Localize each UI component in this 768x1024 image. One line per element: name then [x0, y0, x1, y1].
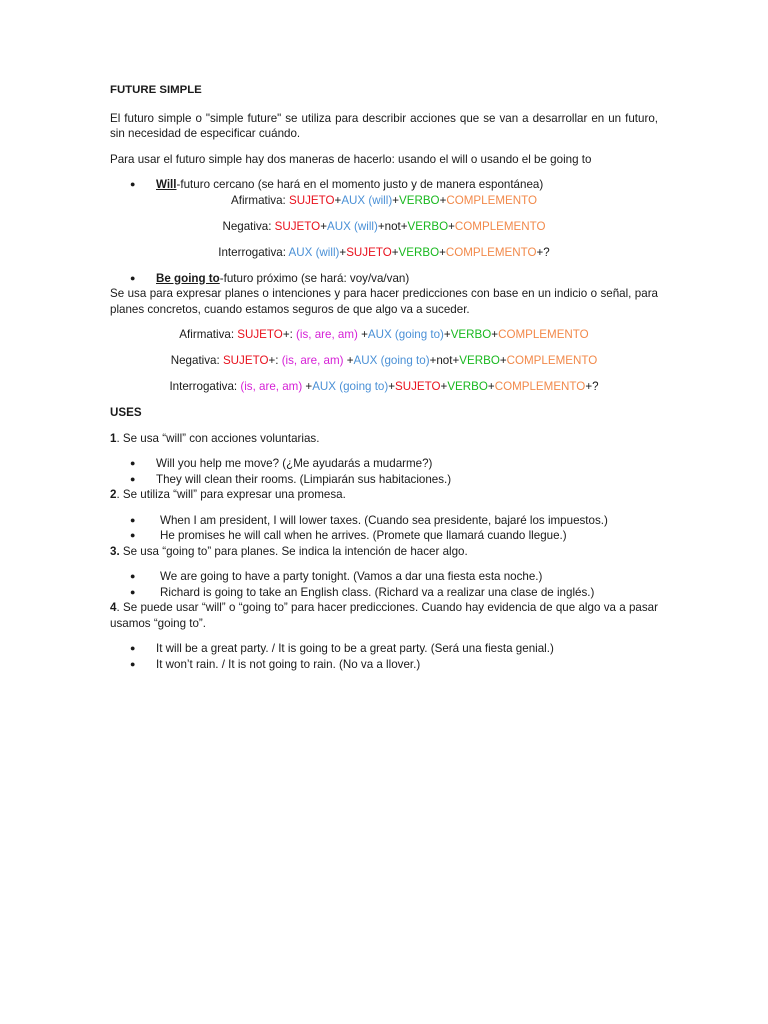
use-number: 1 [110, 431, 117, 445]
plus-token: + [357, 328, 368, 341]
use-text: . Se usa “will” con acciones voluntarias. [116, 431, 320, 445]
list-item [110, 641, 658, 657]
sujeto-token: SUJETO [222, 354, 269, 367]
uses-heading: USES [110, 406, 142, 419]
will-term: Will [156, 178, 177, 191]
bullet-icon: ● [130, 272, 136, 283]
plus-token: + [443, 328, 451, 341]
plus-token: + [439, 245, 446, 259]
use-text: Se usa “going to” para planes. Se indica la intención de hacer algo. [119, 544, 468, 558]
aux-token: AUX (going to) [367, 328, 444, 341]
use-number: 2 [110, 488, 117, 501]
plus-token: + [491, 328, 499, 341]
plus-token: + [499, 354, 507, 367]
plus-token: +: [268, 354, 282, 367]
verbo-token: VERBO [450, 328, 492, 341]
sujeto-token: SUJETO [237, 328, 283, 341]
verbo-token: VERBO [398, 193, 440, 207]
use-4-examples [110, 641, 658, 672]
complemento-token: COMPLEMENTO [494, 380, 586, 393]
aux-token: AUX (will) [288, 245, 340, 259]
will-description: -futuro cercano (se hará en el momento justo y de manera espontánea) [176, 178, 544, 191]
bullet-icon: ● [130, 179, 136, 189]
plus-token: + [343, 354, 354, 367]
aux-token: AUX (will) [341, 193, 393, 207]
will-negativa-formula [110, 219, 658, 235]
list-item [110, 472, 658, 488]
will-bullet-list [110, 177, 658, 193]
ways-paragraph: Para usar el futuro simple hay dos maneras de hacerlo: usando el will o usando el be going to [110, 152, 592, 166]
plus-token: +: [282, 328, 297, 341]
be-token: (is, are, am) [281, 354, 344, 367]
bullet-icon: ● [130, 658, 136, 669]
bullet-icon: ● [130, 571, 136, 581]
verbo-token: VERBO [447, 380, 488, 393]
not-token: +not+ [377, 219, 408, 233]
example-text: They will clean their rooms. (Limpiarán sus habitaciones.) [156, 472, 452, 486]
question-token: +? [585, 380, 599, 393]
use-text: . Se puede usar “will” o “going to” para hacer predicciones. Cuando hay evidencia de que algo va a pasar usamos “going to”. [110, 601, 658, 630]
plus-token: + [320, 219, 327, 233]
formula-label: Afirmativa: [231, 193, 289, 207]
be-token: (is, are, am) [296, 328, 358, 341]
plus-token: + [388, 380, 396, 393]
example-text: Will you help me move? (¿Me ayudarás a mudarme?) [156, 457, 433, 470]
list-item [110, 528, 658, 544]
bullet-icon: ● [130, 473, 136, 484]
verbo-token: VERBO [398, 245, 440, 259]
sujeto-token: SUJETO [346, 245, 392, 259]
example-text: Richard is going to take an English class. (Richard va a realizar una clase de inglés.) [160, 585, 595, 599]
use-number: 3. [110, 544, 120, 558]
will-bullet [110, 177, 658, 193]
sujeto-token: SUJETO [289, 193, 335, 207]
bullet-icon: ● [130, 643, 136, 653]
example-text: We are going to have a party tonight. (Vamos a dar una fiesta esta noche.) [160, 570, 543, 583]
plus-token: + [392, 193, 399, 207]
use-1-heading [110, 431, 658, 447]
be-token: (is, are, am) [240, 380, 303, 393]
use-4-heading [110, 600, 658, 631]
formula-label: Interrogativa: [218, 245, 289, 259]
verbo-token: VERBO [407, 219, 449, 233]
will-afirmativa-formula [110, 193, 658, 209]
plus-token: + [487, 380, 495, 393]
bullet-icon: ● [130, 458, 136, 468]
going-bullet-list [110, 271, 658, 287]
bullet-icon: ● [130, 530, 136, 540]
bullet-icon: ● [130, 586, 136, 597]
list-item [110, 569, 658, 585]
use-2-examples [110, 513, 658, 544]
formula-label: Afirmativa: [179, 328, 238, 341]
complemento-token: COMPLEMENTO [445, 245, 537, 259]
going-negativa-formula [110, 353, 658, 369]
formula-label: Negativa: [170, 354, 223, 367]
example-text: When I am president, I will lower taxes. (Cuando sea presidente, bajaré los impuestos.) [160, 513, 608, 527]
plus-token: + [334, 193, 342, 207]
going-interrogativa-formula [110, 379, 658, 395]
sujeto-token: SUJETO [395, 380, 441, 393]
list-item [110, 657, 658, 673]
list-item [110, 585, 658, 601]
will-interrogativa-formula [110, 245, 658, 261]
verbo-token: VERBO [459, 354, 500, 367]
use-1-examples [110, 456, 658, 487]
use-2-heading [110, 487, 658, 503]
plus-token: + [302, 380, 313, 393]
plus-token: + [448, 219, 455, 233]
sujeto-token: SUJETO [274, 219, 321, 233]
use-3-examples [110, 569, 658, 600]
complemento-token: COMPLEMENTO [506, 354, 598, 367]
plus-token: + [440, 380, 448, 393]
list-item [110, 513, 658, 529]
complemento-token: COMPLEMENTO [498, 328, 589, 341]
aux-token: AUX (will) [326, 219, 378, 233]
aux-token: AUX (going to) [353, 354, 430, 367]
going-explanation: Se usa para expresar planes o intenciones y para hacer predicciones con base en un indicio o señal, para planes concretos, cuando estamos seguros de que algo va a suceder. [110, 287, 658, 316]
complemento-token: COMPLEMENTO [446, 193, 537, 207]
formula-label: Interrogativa: [169, 380, 241, 393]
question-token: +? [536, 245, 550, 259]
going-term: Be going to [156, 271, 220, 285]
aux-token: AUX (going to) [312, 380, 389, 393]
use-number: 4 [110, 601, 117, 614]
going-description: -futuro próximo (se hará: voy/va/van) [219, 271, 410, 285]
formula-label: Negativa: [222, 219, 275, 233]
bullet-icon: ● [130, 514, 136, 525]
example-text: It will be a great party. / It is going to be a great party. (Será una fiesta genial.) [156, 642, 554, 655]
list-item [110, 456, 658, 472]
example-text: He promises he will call when he arrives. (Promete que llamará cuando llegue.) [160, 529, 567, 542]
use-3-heading [110, 544, 658, 560]
plus-token: + [439, 193, 447, 207]
complemento-token: COMPLEMENTO [454, 219, 546, 233]
not-token: +not+ [429, 354, 460, 367]
plus-token: + [339, 245, 347, 259]
plus-token: + [391, 245, 399, 259]
use-text: . Se utiliza “will” para expresar una promesa. [116, 488, 346, 501]
example-text: It won’t rain. / It is not going to rain. (No va a llover.) [156, 657, 421, 671]
going-afirmativa-formula [110, 327, 658, 343]
going-bullet [110, 271, 658, 287]
document-title: FUTURE SIMPLE [110, 84, 202, 96]
intro-paragraph: El futuro simple o "simple future" se utiliza para describir acciones que se van a desarrollar en un futuro, sin necesidad de especificar cuándo. [110, 111, 658, 140]
